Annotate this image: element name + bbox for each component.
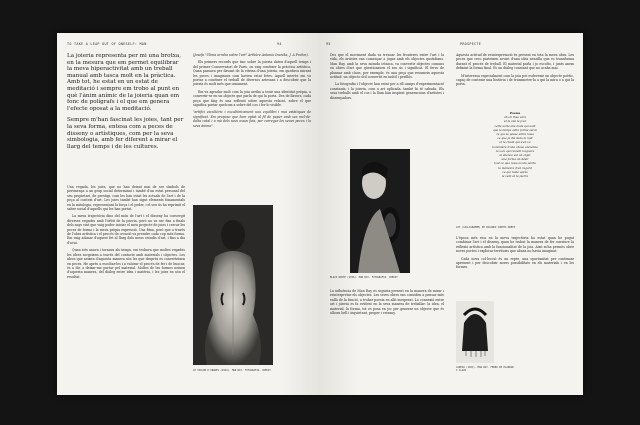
- right-page: [320, 33, 583, 395]
- photo-caption: BLACK WHITE (1926). MAN RAY. FOTOGRAFIA. CRÈDIT: [330, 276, 398, 279]
- right-column-2-lower: [456, 236, 574, 296]
- lead-text: [67, 53, 185, 155]
- intro-note: (Josefa "Ulima arraha sobre l'art" Arthüre Antonio Inanika, J. A Prehm).: [193, 53, 309, 57]
- poem-line: cette sorte des mots qui sont: [494, 123, 536, 128]
- body-paragraph: Des que el moviment dada va trencar les fronteres entre l'art i la vida, els artistes van començar a jugar amb els objectes quotidians. Man Ray, amb la seva mirada irònica, va convertir objectes comuns en obres d'art que qüestionaven el seu ús i significat. El ferro de planxar amb claus, per exemple, és una peça que resumeix aquesta actitud: un objecte útil convertit en inútil i perillós.: [330, 53, 444, 80]
- pull-quote: "artifici escultòric i escultòricament una equilibri i mai estàtiques de significat. Em proposo que hem optat al fil de paper amb ses mel-de-dalta catal i a mà dels seus ossos feia, per carregar les seves peces i la seva ànima".: [193, 110, 311, 128]
- body-paragraph: L'època més rica en la meva trajectòria ha estat quan he pogut combinar l'art i el disseny, quan he trobat la manera de fer conviure la reflexió artística amb la funcionalitat de la joia. Això m'ha permès obrir noves portes i explorar territoris que abans no havia imaginat.: [456, 236, 574, 254]
- right-column-1-lower: [330, 289, 444, 389]
- lead-paragraph: Sempre m'han fascinat les joies, tant per la seva forma, entesa com a peces de disseny o artístiques, com per la seva simbologia, amb fer diferent a mirar el llarg del temps i de les cultures.: [67, 117, 184, 150]
- body-paragraph: La influència de Man Ray es segueix present en la manera de mirar i reinterpretar els objectes. Les seves obres ens conviden a pensar més enllà de la funció, a trobar poesia en allò inesperat. La connexió entre art i joieria es fa evident en la seva manera de treballar: la idea, el material, la forma, tot es posa en joc per generar un objecte que és alhora bell i inquietant, proper i estrany.: [330, 289, 444, 316]
- violin-back-photo: [193, 205, 273, 365]
- right-column-2: [456, 53, 574, 113]
- poem-heading: Poema: [509, 111, 521, 115]
- poem-line: ah oh thee vers: [504, 115, 526, 120]
- poem-caption: LOT (CALLIGRAMME) DE RICARDO CORTEZ DRETE: [456, 226, 516, 229]
- lead-paragraph: La joieria representa per mi una brotxa, en la mesura que em permet equilibrar la meva hiperactivitat amb un treball manual amb tasca molt en la pràctica. Amb tot, he estat en un estat de meditació i sempre em trobo al punt en què l'ànim anímic de la joieria quan em fonc de polígrafs i el que em genera l'efecte oposat a la meditació.: [67, 53, 181, 112]
- body-paragraph: La meva trajectòria dins del món de l'art i el disseny ha convergit diverses vegades amb l'òrbit de la joieria, però no va ser fins a finals dels anys vint que vaig poder iniciar el meu projecte de joies i cercar les peces de forma i la meva pròpia expressió. Una fitxa, però que a través de l'obra artística i el procés de creació va prendre cada cop més forma. Em vaig adonar d'aquest fet al llarg dels meus estudis d'art, i fins a dia d'avui.: [67, 214, 185, 245]
- right-page-number: 95: [326, 42, 331, 46]
- poem-line: le vent et la pierre: [501, 174, 529, 179]
- poem-line: et le chant qui s'en va: [499, 140, 531, 145]
- right-running-head: PROSPECTE: [460, 42, 482, 46]
- left-running-head: TO TAKE A LEAP OUT OF ONESELF: MAN: [67, 42, 147, 46]
- photo-caption: CADEAU (1921). MAN RAY. FERRO DE PLANXAR I CLAUS: [456, 366, 514, 372]
- calligramme-poem: [466, 111, 564, 178]
- poem-line: et le ciel le jour: [503, 119, 527, 124]
- poem-line: le silence est un objet: [499, 153, 531, 158]
- poem-line: la mémoire d'un regard: [498, 165, 532, 170]
- left-page-number: 94: [277, 42, 282, 46]
- body-paragraph: La fotografia i l'objecte han estat per a ell camps d'experimentació constants, i la joieria, com a art aplicada, també hi té cabuda. Els seus treballs amb el cos i la llum han inspirat generacions d'artistes i dissenyadors.: [330, 82, 444, 100]
- body-paragraph: M'interessa especialment com la joia pot esdevenir un objecte poètic, capaç de contenir una història i de transmetre-la a qui la mira o a qui la porta.: [456, 73, 574, 87]
- left-column-2: [193, 53, 311, 203]
- mask-photo: [350, 149, 410, 273]
- body-paragraph: Una vegada, les joies, que no han deixat mai de ser símbols de pertinença a un grup social determinat i també d'un estat personal del seu propietari, de prestigi, com les han estat les actuals de l'art i de la peça al context d'art. Les joies també han sigut elements fonamentals en la mitologia, representant la força i el poder, i el seu ús ha reprimit el saber social d'aquells qui les han portat.: [67, 185, 185, 212]
- body-paragraph: Em va agradar molt com la joia arriba a tenir una identitat pròpia, a convertir-se en un objecte que parla de qui la porta. Des de llavors, cada peça que faig és una reflexió sobre aquesta relació, sobre el que significa portar quelcom a sobre del cos i fer-lo visible.: [193, 89, 311, 108]
- magazine-spread: [57, 33, 583, 395]
- poem-line: ce qui se passe entre nous: [496, 132, 534, 137]
- poem-line: la lumière d'une chose ancienne: [492, 144, 538, 149]
- poem-line: ce qui reste après: [502, 169, 528, 174]
- body-paragraph: Els primers records que tinc sobre la joieria daten d'aquell temps i del primer Conservatori de París, on vaig conèixer la pràctica artística. Quan passava per davant de la vitrina d'una joieria, em quedava mirant les peces i imaginava com havien estat fetes. Aquell interès em va portar a conèixer el treball de diversos artesans i a descobrir que la joieria és molt més que ornament.: [193, 60, 311, 87]
- left-page: [57, 33, 320, 395]
- body-paragraph: Quan tots anava i tornava als temps, em trobava que moltes vegades les idees sorgeixen a través del contacte amb materials i objectes. Les idees que neixen d'aquesta manera són les que després es converteixen en peces. He après a escoltar-les i a valorar el procés de fer i de buscar, és a dir, a deixar-me portar pel material. Moltes de les formes neixen d'aquesta manera, del diàleg entre idea i matèria, i les joies en són el resultat.: [67, 248, 185, 279]
- poem-line: tout ce que nous avons perdu: [494, 161, 536, 166]
- left-column-1: [67, 185, 185, 385]
- poem-line: que le temps cette forme est la: [492, 127, 538, 132]
- right-column-1: [330, 53, 444, 163]
- poem-line: la voix qui revient toujours: [495, 148, 535, 153]
- body-paragraph: Cada nova col·lecció és un repte, una oportunitat per continuar aprenent i per descobrir noves possibilitats en els materials i en les formes.: [456, 256, 574, 270]
- body-paragraph: Aquesta actitud de reinterpretació és present en tota la meva obra. Les peces que creo parteixen sovint d'una idea senzilla que es transforma durant el procés de treball. El material parla i jo escolto, i junts anem definint la forma final. És un diàleg constant que no acaba mai.: [456, 53, 574, 71]
- poem-line: une forme un désir: [501, 157, 529, 162]
- photo-caption: LE VIOLON D'INGRES (1924). MAN RAY. FOTOGRAFIA. CRÈDIT: [193, 369, 271, 372]
- poem-line: ce que je dis dans la nuit: [497, 136, 533, 141]
- iron-photo: [456, 301, 494, 363]
